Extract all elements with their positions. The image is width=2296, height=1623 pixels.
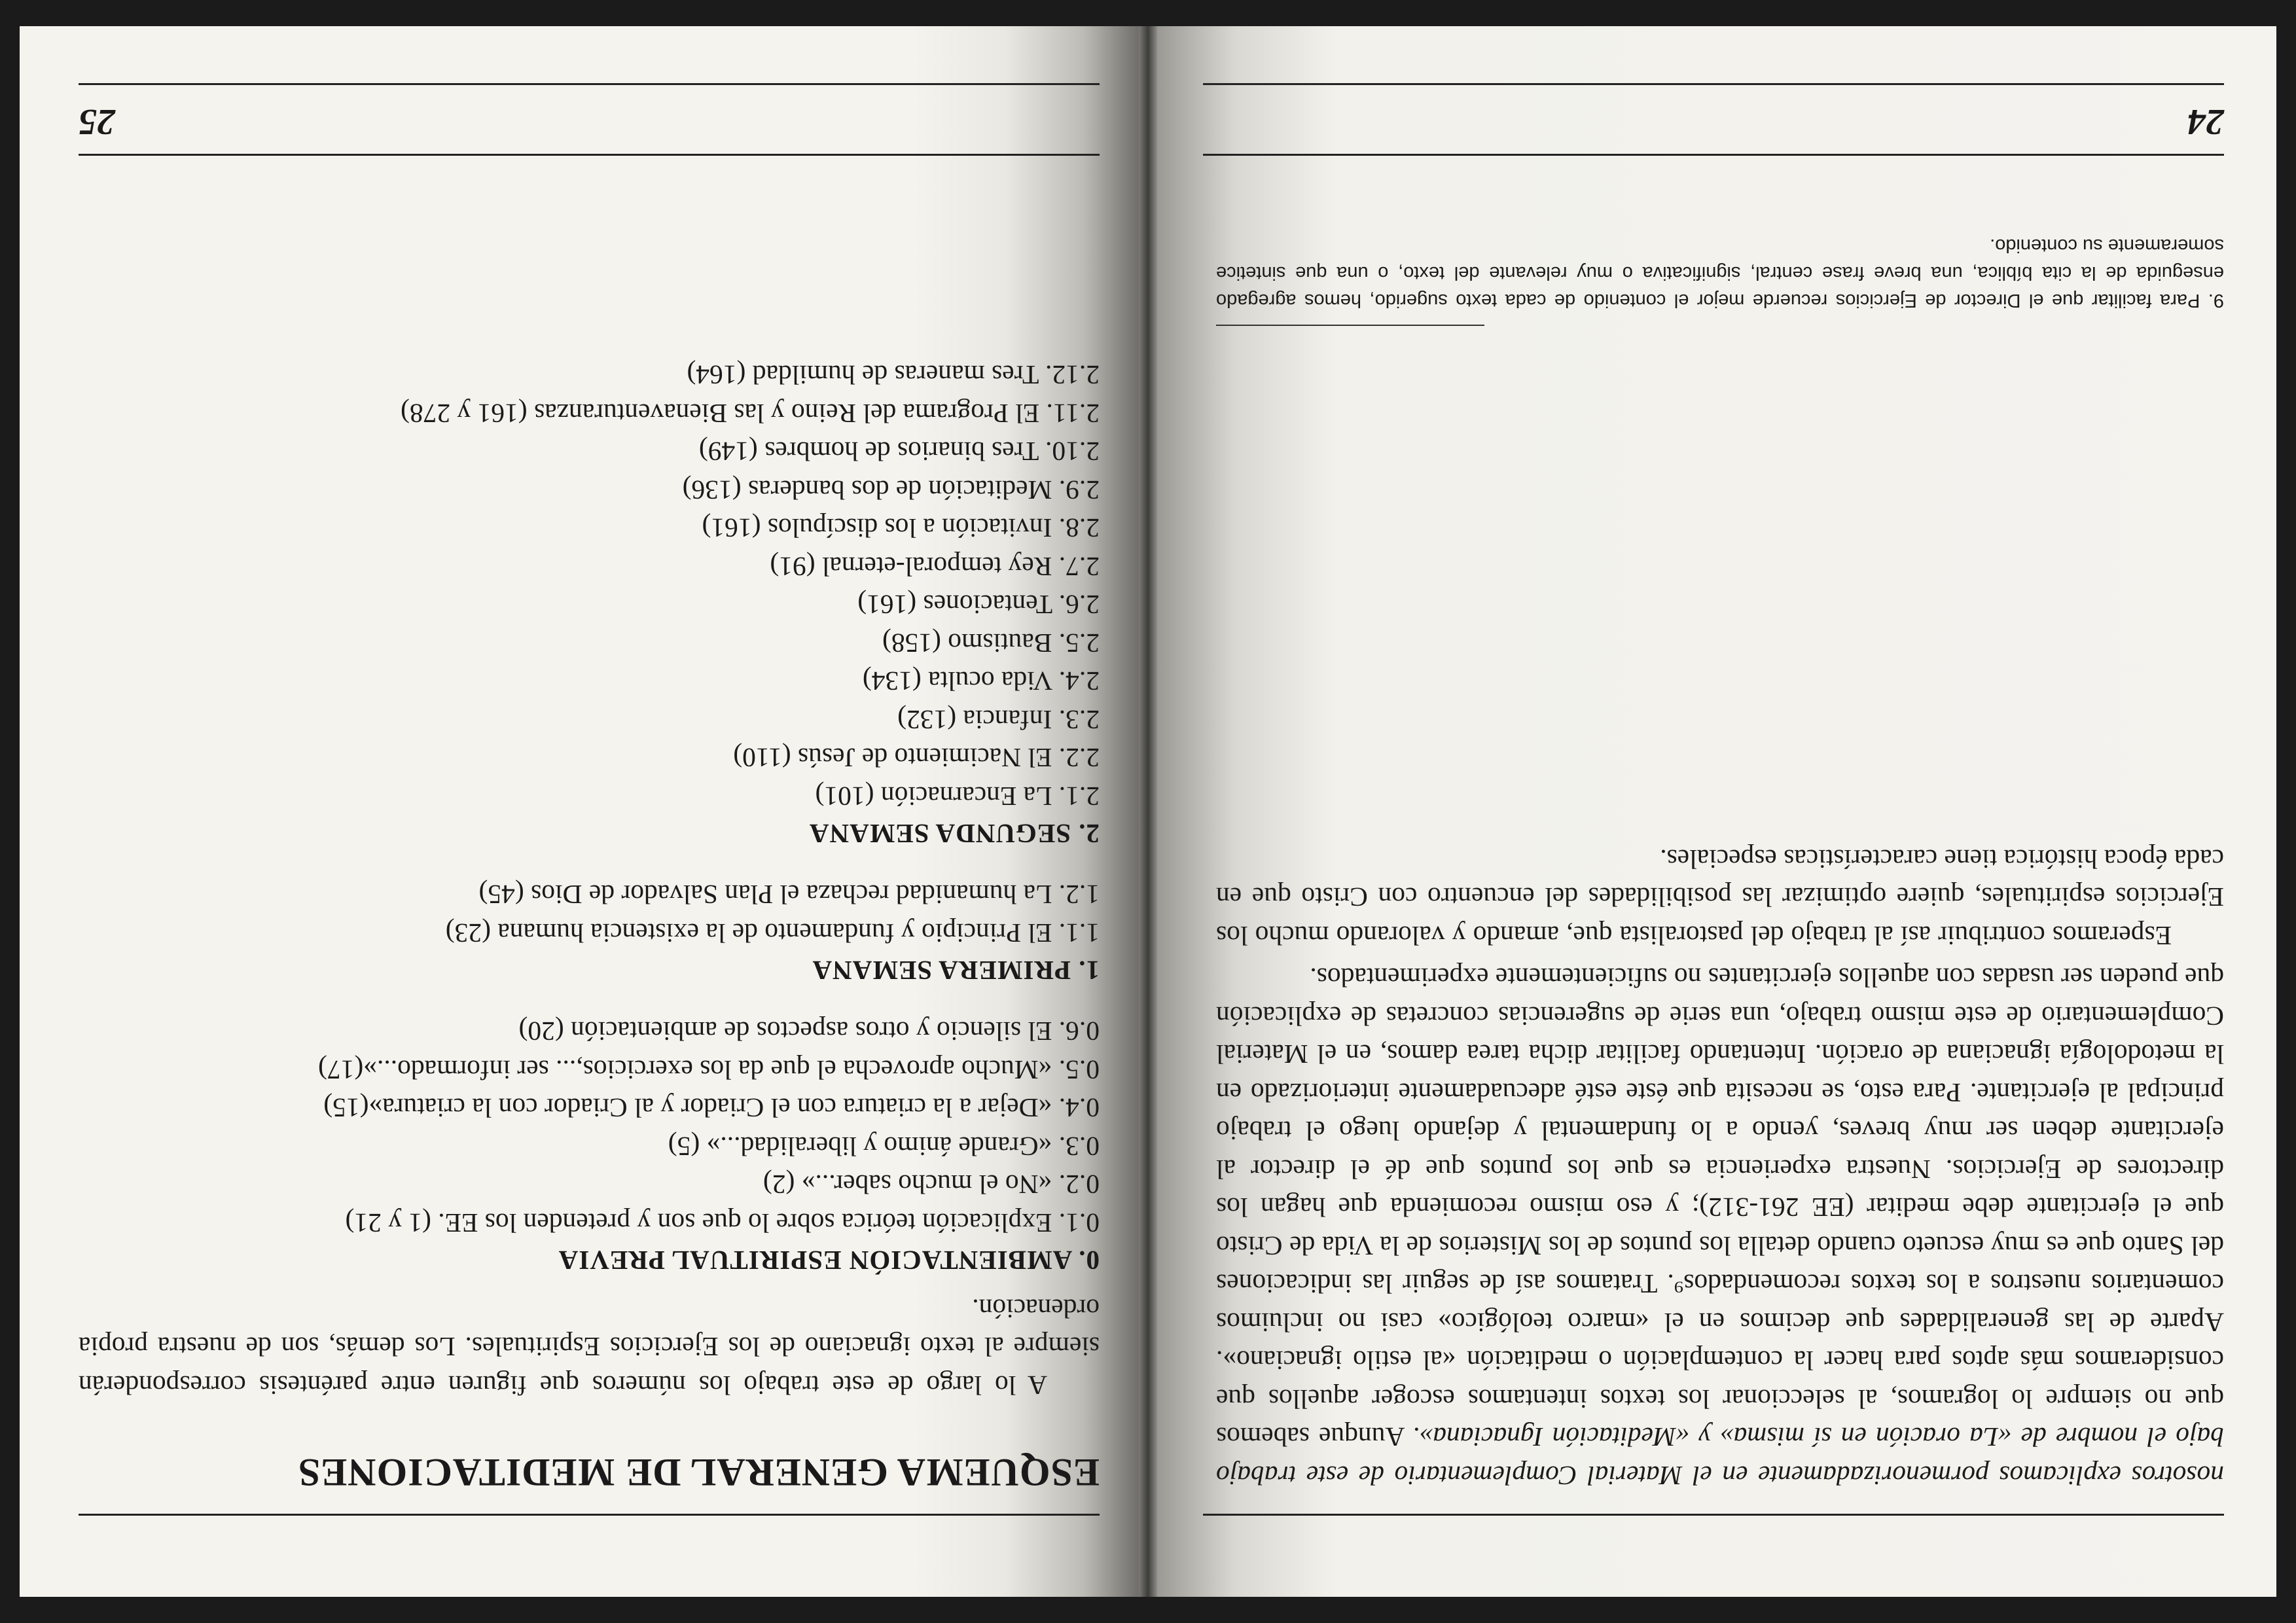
index-item: 2.10. Tres binarios de hombres (149): [698, 437, 1100, 467]
footnote: 9. Para facilitar que el Director de Ejercicios recuerde mejor el contenido de cada texto sugerido, hemos agregado enseguida de la cita bíblica, una breve frase central, significativa o muy relevante del texto, o una que sintetice someramente su contenido.: [1216, 235, 2224, 311]
bottom-rule-lower: [79, 83, 1100, 85]
index-item: 0.3. «Grande ánimo y liberalidad...» (5): [668, 1132, 1100, 1162]
index-item: 2.4. Vida oculta (134): [862, 666, 1100, 697]
index-item: 2.8. Invitación a los discípulos (161): [702, 513, 1100, 544]
page-title: ESQUEMA GENERAL DE MEDITACIONES: [297, 1451, 1100, 1494]
top-rule: [1203, 1514, 2224, 1516]
left-page: [1157, 26, 2276, 1597]
index-item: 2.2. El Nacimiento de Jesús (110): [733, 743, 1100, 774]
paragraph-2: Esperamos contribuir así al trabajo del pastoralista que, amando y valorando mucho los Ejercicios espirituales, quiere optimizar las posibilidades del encuentro con Cristo que en cada época histórica tiene características especiales.: [1216, 844, 2224, 951]
index-item: 0.4. «Dejar a la criatura con el Criador y al Criador con la criatura»(15): [323, 1093, 1100, 1124]
section-heading-0: 0. AMBIENTACIÓN ESPIRITUAL PREVIA: [558, 1245, 1100, 1275]
right-page: [20, 26, 1139, 1597]
index-item: 0.1. Explicación teórica sobre lo que son y pretenden los EE. (1 y 21): [345, 1208, 1100, 1238]
page-number: 25: [79, 101, 115, 142]
index-item: 1.2. La humanidad rechaza el Plan Salvador de Dios (45): [478, 880, 1100, 910]
top-rule: [79, 1514, 1100, 1516]
index-item: 0.5. «Mucho aprovecha el que da los exercicios,... ser informado...»(17): [318, 1055, 1100, 1085]
index-item: 2.5. Bautismo (158): [882, 628, 1100, 658]
bottom-rule-upper: [1203, 154, 2224, 156]
index-item: 2.3. Infancia (132): [897, 705, 1100, 735]
index-item: 2.12. Tres maneras de humildad (164): [687, 360, 1100, 391]
section-heading-2: 2. SEGUNDA SEMANA: [808, 819, 1100, 849]
italic-lead: nosotros explicamos pormenorizadamente en el Material Complementario de este trabajo bajo el nombre de «La oración en sí misma» y «Meditación Ignaciana».: [1216, 1422, 2224, 1491]
index-item: 2.6. Tentaciones (161): [857, 590, 1100, 620]
index-item: 1.1. El Principio y fundamento de la existencia humana (23): [445, 918, 1100, 948]
intro-paragraph: A lo largo de este trabajo los números que figuren entre paréntesis corresponderán siempre al texto ignaciano de los Ejercicios Espirituales. Los demás, son de nuestra propia ordenación.: [79, 1294, 1100, 1400]
bottom-rule-lower: [1203, 83, 2224, 85]
intro-text: [79, 1290, 1100, 1405]
meditation-index: [79, 356, 1100, 1296]
index-item: 2.7. Rey temporal-eternal (91): [770, 552, 1100, 582]
body-text: [1216, 840, 2224, 1495]
bottom-rule-upper: [79, 154, 1100, 156]
paragraph-1: [1216, 959, 2224, 1495]
index-item: 2.11. El Programa del Reino y las Bienaventuranzas (161 y 278): [401, 399, 1100, 429]
index-item: 0.6. El silencio y otros aspectos de ambientación (20): [518, 1016, 1100, 1047]
paragraph-1-rest: Aunque sabemos que no siempre lo logramos, al seleccionar los textos intentamos escoger aquellos que consideramos más aptos para hacer la contemplación o meditación «al estilo ignaciano». Aparte de las generalidades que decimos en el «marco teológico» casi no incluimos comentarios nuestros a los textos recomendados⁹. Tratamos así de seguir las indicaciones del Santo que es muy escueto cuando detalla los puntos de los Misterios de la Vida de Cristo que el ejercitante debe meditar (EE 261-312); y eso mismo recomienda que hagan los directores de Ejercicios. Nuestra experiencia es que los puntos que dé el director al ejercitante deben ser muy breves, yendo a lo fundamental y dejando luego el trabajo principal al ejercitante. Para esto, se necesita que éste esté adecuadamente interiorizado en la metodología ignaciana de oración. Intentando facilitar dicha tarea damos, en el Material Complementario de este mismo trabajo, una serie de sugerencias concretas de explicación que pueden ser usadas con aquellos ejercitantes no suficientemente experimentados.: [1216, 963, 2224, 1453]
index-item: 2.9. Meditación de dos banderas (136): [682, 475, 1100, 505]
index-item: 0.2. «No el mucho saber...» (2): [762, 1169, 1100, 1200]
index-item: 2.1. La Encarnación (101): [815, 781, 1100, 812]
footnote-rule: [1216, 325, 1484, 326]
book-gutter: [1139, 26, 1157, 1597]
page-number: 24: [2187, 101, 2224, 142]
section-heading-1: 1. PRIMERA SEMANA: [812, 955, 1100, 986]
